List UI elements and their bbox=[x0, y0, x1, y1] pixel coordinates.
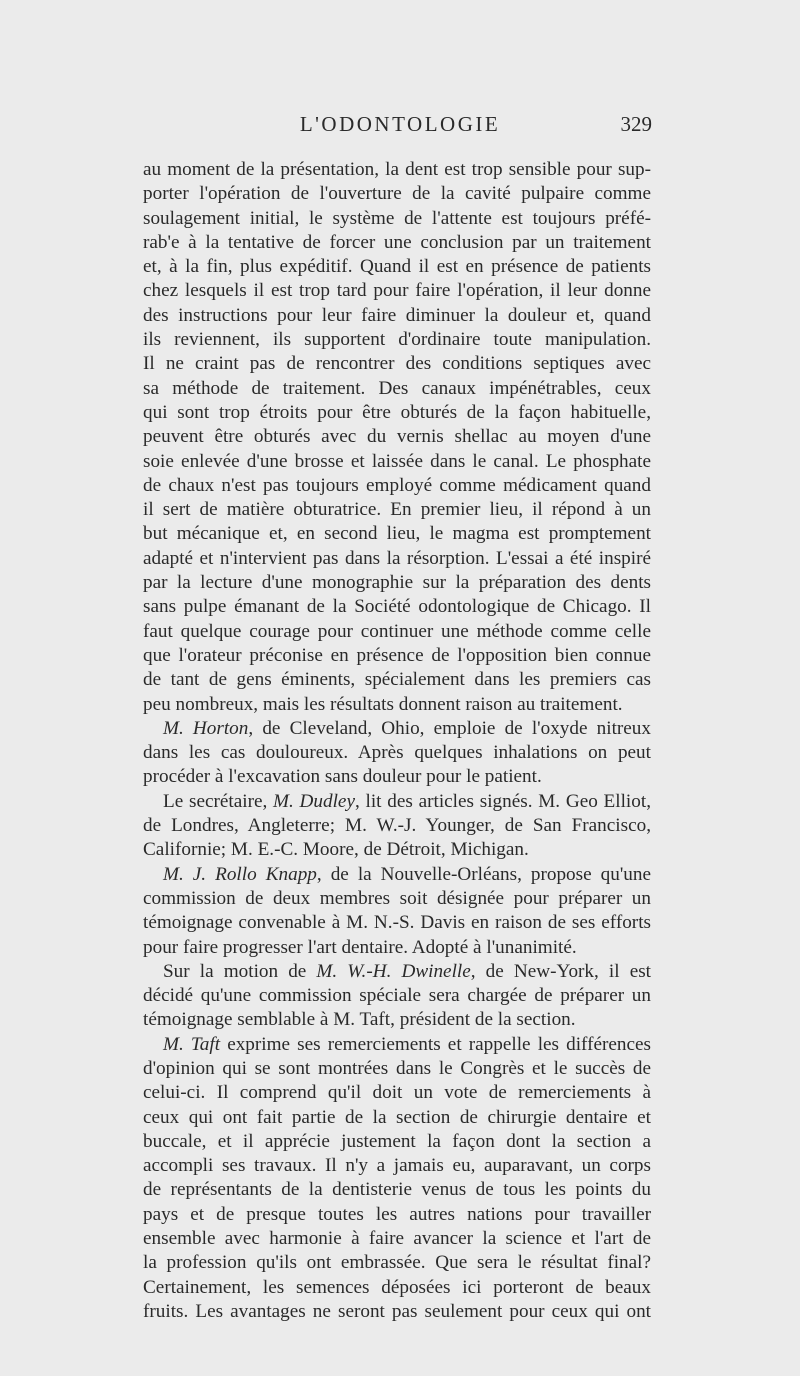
text-segment: au moment de la présentation, la dent est trop sensible pour sup- bbox=[143, 159, 651, 180]
text-line bbox=[143, 595, 651, 619]
text-segment: d'opinion qui se sont montrées dans le Congrès et le succès de bbox=[143, 1057, 651, 1079]
text-segment: dans les cas douloureux. Après quelques inhalations on peut bbox=[143, 742, 651, 764]
text-line bbox=[143, 231, 651, 255]
text-line bbox=[143, 741, 651, 765]
text-line bbox=[143, 887, 651, 911]
text-segment: soulagement initial, le système de l'attente est toujours préfé- bbox=[143, 207, 651, 229]
text-line bbox=[143, 158, 651, 182]
italic-name: M. Horton bbox=[163, 717, 249, 739]
text-segment: commission de deux membres soit désignée pour préparer un bbox=[143, 887, 651, 909]
text-line bbox=[143, 498, 651, 522]
body-text bbox=[143, 158, 651, 1324]
text-segment: décidé qu'une commission spéciale sera chargée de préparer un bbox=[143, 985, 651, 1007]
text-line bbox=[143, 522, 651, 546]
text-line bbox=[143, 1154, 651, 1178]
text-segment: de représentants de la dentisterie venus de tous les points du bbox=[143, 1179, 651, 1201]
text-segment: de Londres, Angleterre; M. W.-J. Younger, de San Francisco, bbox=[143, 815, 651, 837]
text-segment: qui sont trop étroits pour être obturés de la façon habituelle, bbox=[143, 401, 651, 423]
text-line bbox=[143, 425, 651, 449]
text-segment: soie enlevée d'une brosse et laissée dans le canal. Le phosphate bbox=[143, 450, 651, 472]
text-segment: fruits. Les avantages ne seront pas seulement pour ceux qui ont bbox=[143, 1300, 651, 1322]
text-line bbox=[143, 1203, 651, 1227]
text-line bbox=[143, 571, 651, 595]
text-segment: ils reviennent, ils supportent d'ordinaire toute manipulation. bbox=[143, 329, 651, 351]
text-line bbox=[143, 255, 651, 279]
text-line bbox=[143, 936, 651, 960]
text-segment: des instructions pour leur faire diminuer la douleur et, quand bbox=[143, 304, 651, 326]
text-segment: , de New-York, il est bbox=[470, 960, 652, 982]
italic-name: M. W.-H. Dwinelle bbox=[316, 960, 471, 982]
text-segment: Sur la motion de bbox=[163, 960, 317, 982]
text-segment: par la lecture d'une monographie sur la préparation des dents bbox=[143, 572, 651, 594]
text-segment: la profession qu'ils ont embrassée. Que sera le résultat final? bbox=[143, 1252, 651, 1274]
page-number: 329 bbox=[620, 112, 652, 136]
text-segment: Il ne craint pas de rencontrer des conditions septiques avec bbox=[143, 353, 651, 375]
text-line bbox=[143, 863, 651, 887]
text-line bbox=[143, 1033, 651, 1057]
text-segment: Le secrétaire, bbox=[163, 790, 274, 812]
text-segment: peuvent être obturés avec du vernis shellac au moyen d'une bbox=[143, 426, 651, 448]
text-segment: de tant de gens éminents, spécialement dans les premiers cas bbox=[143, 669, 651, 691]
text-segment: de chaux n'est pas toujours employé comme médicament quand bbox=[143, 474, 651, 496]
text-line bbox=[143, 304, 651, 328]
text-line bbox=[143, 279, 651, 303]
text-segment: peu nombreux, mais les résultats donnent raison au traitement. bbox=[143, 693, 623, 715]
text-segment: Certainement, les semences déposées ici porteront de beaux bbox=[143, 1276, 651, 1298]
text-line bbox=[143, 352, 651, 376]
text-segment: celui-ci. Il comprend qu'il doit un vote de remerciements à bbox=[143, 1082, 651, 1104]
text-segment: et, à la fin, plus expéditif. Quand il est en présence de patients bbox=[143, 256, 651, 278]
text-line bbox=[143, 814, 651, 838]
text-line bbox=[143, 1057, 651, 1081]
text-line bbox=[143, 644, 651, 668]
italic-name: M. J. Rollo Knapp bbox=[163, 863, 317, 885]
text-segment: sa méthode de traitement. Des canaux impénétrables, ceux bbox=[143, 377, 651, 399]
text-line bbox=[143, 474, 651, 498]
text-line bbox=[143, 693, 651, 717]
text-line bbox=[143, 547, 651, 571]
text-segment: , de Cleveland, Ohio, emploie de l'oxyde nitreux bbox=[248, 717, 651, 739]
text-segment: il sert de matière obturatrice. En premier lieu, il répond à un bbox=[143, 499, 651, 521]
text-segment: que l'orateur préconise en présence de l'opposition bien connue bbox=[143, 644, 651, 666]
text-line bbox=[143, 377, 651, 401]
text-segment: témoignage convenable à M. N.-S. Davis en raison de ses efforts bbox=[143, 912, 651, 934]
text-line bbox=[143, 182, 651, 206]
text-line bbox=[143, 1106, 651, 1130]
page-header bbox=[0, 112, 800, 142]
italic-name: M. Taft bbox=[163, 1033, 221, 1055]
text-segment: , lit des articles signés. M. Geo Elliot, bbox=[354, 790, 651, 812]
text-line bbox=[143, 765, 651, 789]
running-title: L'ODONTOLOGIE bbox=[299, 112, 501, 136]
text-line bbox=[143, 620, 651, 644]
text-line bbox=[143, 207, 651, 231]
text-segment: sans pulpe émanant de la Société odontologique de Chicago. Il bbox=[143, 596, 651, 618]
text-segment: ensemble avec harmonie à faire avancer la science et l'art de bbox=[143, 1228, 651, 1250]
text-line bbox=[143, 1081, 651, 1105]
text-segment: accompli ses travaux. Il n'y a jamais eu, auparavant, un corps bbox=[143, 1155, 651, 1177]
text-line bbox=[143, 1227, 651, 1251]
text-segment: procéder à l'excavation sans douleur pour le patient. bbox=[143, 766, 542, 788]
text-segment: ceux qui ont fait partie de la section de chirurgie dentaire et bbox=[143, 1106, 651, 1128]
text-line bbox=[143, 450, 651, 474]
text-line bbox=[143, 911, 651, 935]
text-segment: rab'e à la tentative de forcer une conclusion par un traitement bbox=[143, 231, 651, 253]
text-line bbox=[143, 838, 651, 862]
text-segment: témoignage semblable à M. Taft, président de la section. bbox=[143, 1009, 576, 1031]
text-line bbox=[143, 1130, 651, 1154]
text-line bbox=[143, 1251, 651, 1275]
text-line bbox=[143, 1276, 651, 1300]
text-segment: chez lesquels il est trop tard pour faire l'opération, il leur donne bbox=[143, 280, 651, 302]
text-line bbox=[143, 790, 651, 814]
text-line bbox=[143, 668, 651, 692]
text-segment: but mécanique et, en second lieu, le magma est promptement bbox=[143, 523, 651, 545]
text-segment: porter l'opération de l'ouverture de la cavité pulpaire comme bbox=[143, 183, 651, 205]
text-segment: pays et de presque toutes les autres nations pour travailler bbox=[143, 1203, 651, 1225]
text-segment: faut quelque courage pour continuer une méthode comme celle bbox=[143, 620, 651, 642]
text-line bbox=[143, 717, 651, 741]
text-line bbox=[143, 401, 651, 425]
text-segment: adapté et n'intervient pas dans la résorption. L'essai a été inspiré bbox=[143, 547, 651, 569]
italic-name: M. Dudley bbox=[273, 790, 355, 812]
text-segment: pour faire progresser l'art dentaire. Adopté à l'unanimité. bbox=[143, 936, 577, 958]
text-segment: Californie; M. E.-C. Moore, de Détroit, Michigan. bbox=[143, 839, 529, 861]
text-segment: , de la Nouvelle-Orléans, propose qu'une bbox=[316, 863, 651, 885]
text-segment: buccale, et il apprécie justement la façon dont la section a bbox=[143, 1130, 651, 1152]
text-line bbox=[143, 1008, 651, 1032]
text-line bbox=[143, 1300, 651, 1324]
text-line bbox=[143, 328, 651, 352]
text-segment: exprime ses remerciements et rappelle les différences bbox=[220, 1033, 651, 1055]
text-line bbox=[143, 960, 651, 984]
text-line bbox=[143, 1178, 651, 1202]
text-line bbox=[143, 984, 651, 1008]
